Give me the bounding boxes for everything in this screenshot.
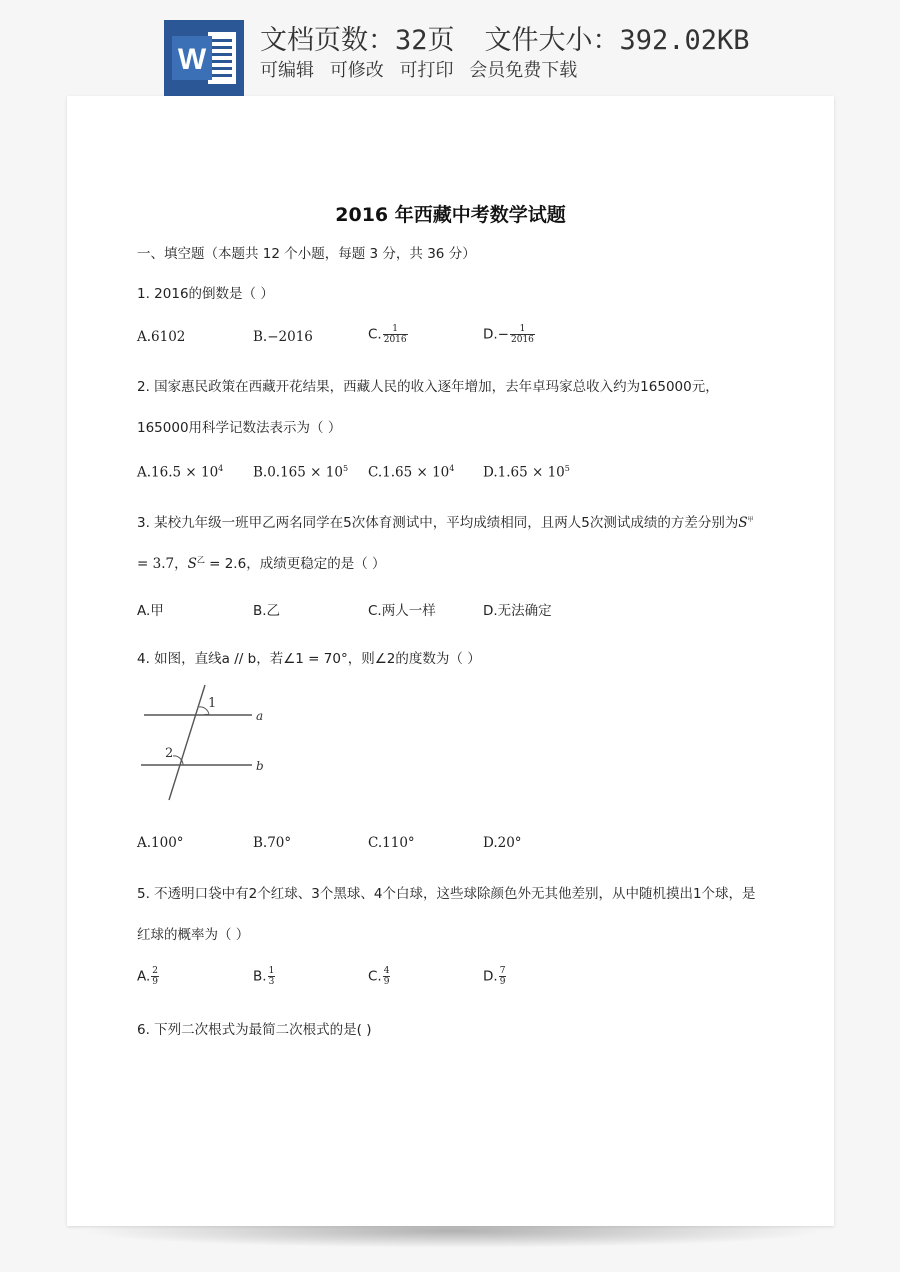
q2-option-d: $D.1.65 \times 10^5$ xyxy=(483,464,570,481)
q2-option-a: $A.16.5 \times 10^4$ xyxy=(137,464,224,481)
q5-option-c: C. $\frac{4}{9}$ xyxy=(368,966,390,987)
angle-2-label: 2 xyxy=(165,746,174,761)
q4-option-a: A.100° xyxy=(137,835,184,851)
q5-option-b: B. $\frac{1}{3}$ xyxy=(253,966,275,987)
q4-option-b: B.70° xyxy=(253,835,292,851)
section-heading: 一、填空题（本题共 12 个小题，每题 3 分，共 36 分） xyxy=(137,246,476,262)
q3-option-c: C.两人一样 xyxy=(368,603,436,619)
svg-text:W: W xyxy=(177,43,207,76)
q1-option-a: A.6102 xyxy=(137,329,186,345)
page-title: 2016 年西藏中考数学试题 xyxy=(335,204,566,226)
line-b-label: b xyxy=(256,759,264,773)
q1-option-b: B.−2016 xyxy=(253,329,313,345)
feature-modifiable: 可修改 xyxy=(329,60,384,81)
file-info-line xyxy=(260,18,750,57)
q4-option-d: D.20° xyxy=(483,835,522,851)
parallel-lines-figure xyxy=(139,679,274,804)
q4-option-c: C.110° xyxy=(368,835,415,851)
question-5-stem-line2: 红球的概率为（ ） xyxy=(137,927,250,943)
question-3-stem-line1: 3. 某校九年级一班甲乙两名同学在5次体育测试中，平均成绩相同，且两人5次测试成绩的方差分别为$S^甲$ xyxy=(137,515,754,531)
document-page xyxy=(67,96,834,1226)
line-a-label: a xyxy=(256,709,264,723)
feature-editable: 可编辑 xyxy=(260,60,314,81)
question-1-stem: 1. 2016的倒数是（ ） xyxy=(137,286,274,302)
q5-option-a: A. $\frac{2}{9}$ xyxy=(137,966,159,987)
q1-option-d: D.− $\frac{1}{2016}$ xyxy=(483,324,534,345)
feature-free-download: 会员免费下载 xyxy=(469,60,578,81)
q3-option-a: A.甲 xyxy=(137,603,164,619)
angle-1-label: 1 xyxy=(208,696,217,711)
question-4-stem: 4. 如图，直线a // b，若∠1 = 70°，则∠2的度数为（ ） xyxy=(137,651,481,667)
q1-option-c: C. $\frac{1}{2016}$ xyxy=(368,324,407,345)
q3-option-b: B.乙 xyxy=(253,603,281,619)
page-count-label: 文档页数：32页 xyxy=(260,25,455,56)
question-6-stem: 6. 下列二次根式为最简二次根式的是( ) xyxy=(137,1022,372,1038)
question-3-stem-line2: = 3.7，$S^乙 = 2.6$，成绩更稳定的是（ ） xyxy=(137,555,386,572)
q2-option-b: $B.0.165 \times 10^5$ xyxy=(253,464,349,481)
q5-option-d: D. $\frac{7}{9}$ xyxy=(483,966,506,987)
question-2-stem-line1: 2. 国家惠民政策在西藏开花结果，西藏人民的收入逐年增加，去年卓玛家总收入约为165000元， xyxy=(137,379,719,395)
file-size-label: 文件大小：392.02KB xyxy=(484,25,750,56)
q3-option-d: D.无法确定 xyxy=(483,603,552,619)
question-5-stem-line1: 5. 不透明口袋中有2个红球、3个黑球、4个白球，这些球除颜色外无其他差别，从中随机摸出1个球，是 xyxy=(137,886,756,902)
word-document-icon xyxy=(164,20,244,96)
download-header xyxy=(0,0,900,100)
feature-list xyxy=(260,56,587,82)
question-2-stem-line2: 165000用科学记数法表示为（ ） xyxy=(137,420,342,436)
feature-printable: 可打印 xyxy=(399,60,454,81)
q2-option-c: $C.1.65 \times 10^4$ xyxy=(368,464,455,481)
